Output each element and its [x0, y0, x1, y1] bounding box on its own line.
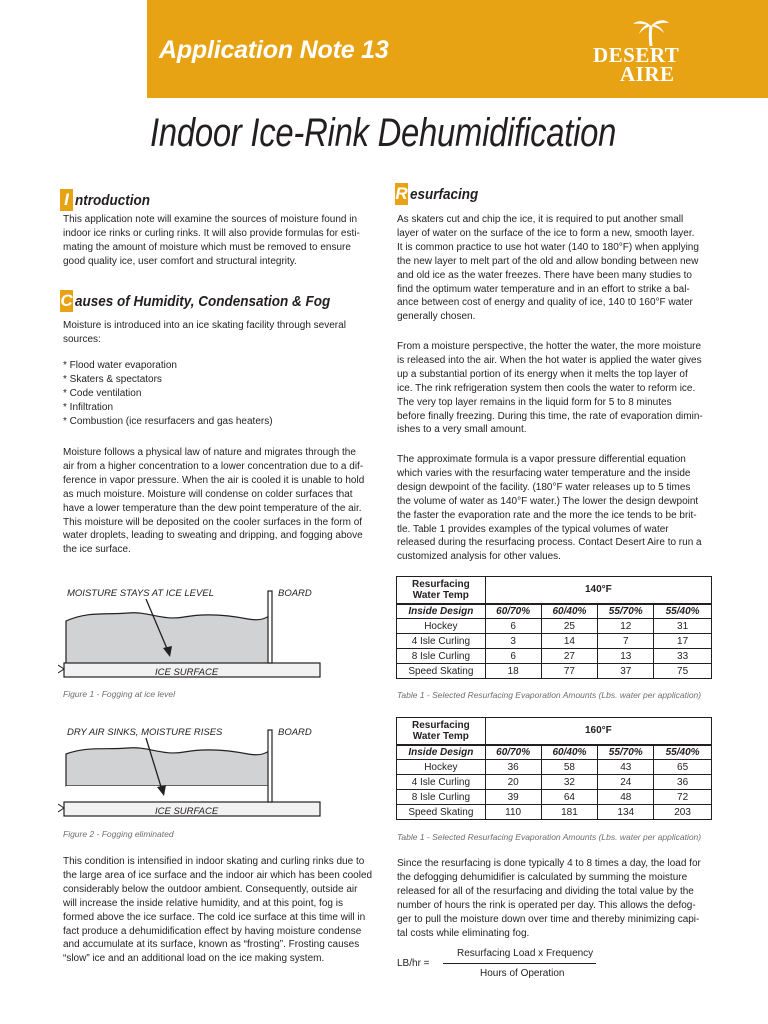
text-line: customized analysis for other values. [397, 551, 561, 563]
header-margin [0, 0, 147, 98]
text-line: tal costs while eliminating fog. [397, 927, 530, 939]
formula-fraction-bar [443, 963, 596, 964]
table-cell: 7 [598, 634, 654, 649]
text-line: air from a higher concentration to a lower concentration due to a dif- [63, 460, 364, 472]
desert-aire-logo [587, 18, 687, 94]
table-row [397, 775, 712, 790]
causes-heading [60, 290, 359, 312]
figure-2 [58, 724, 378, 824]
text-line: indoor ice rinks or curling rinks. It will also provide formulas for esti- [63, 227, 360, 239]
table-cell: 3 [485, 634, 541, 649]
table-row [397, 634, 712, 649]
drop-cap: I [60, 189, 73, 211]
table-cell: 72 [654, 790, 712, 805]
text-line: number of hours the rink is operated per day. This allows the defog- [397, 899, 696, 911]
figure-2-top-label: DRY AIR SINKS, MOISTURE RISES [67, 727, 223, 738]
row-label: Hockey [397, 619, 486, 634]
text-line: water droplets, leading to sweating and dripping, and fogging above [63, 530, 363, 542]
table-temperature: 140°F [485, 577, 711, 604]
table-cell: 13 [598, 649, 654, 664]
table-header-label [397, 577, 486, 604]
condition-paragraph [63, 855, 383, 966]
text-line: design dewpoint of the facility. (180°F water releases up to 5 times [397, 481, 691, 493]
column-header: 55/70% [598, 604, 654, 619]
table-cell: 134 [598, 805, 654, 820]
text-line: ance between cost of energy and quality of ice, 140 t0 160°F water [397, 297, 693, 309]
table-cell: 6 [485, 619, 541, 634]
text-line: mating the amount of moisture which must be removed to ensure [63, 241, 351, 253]
header-line: Water Temp [412, 589, 469, 601]
table-cell: 17 [654, 634, 712, 649]
text-line: released during the resurfacing process. Contact Desert Aire to run a [397, 537, 702, 549]
table-cell: 36 [485, 760, 541, 775]
table-cell: 25 [541, 619, 598, 634]
table-cell: 27 [541, 649, 598, 664]
text-line: generally chosen. [397, 311, 476, 323]
figure-1-ice-label: ICE SURFACE [155, 667, 219, 678]
moisture-sources-list [63, 359, 273, 429]
table-cell: 18 [485, 664, 541, 679]
figure-1-caption: Figure 1 - Fogging at ice level [63, 689, 175, 699]
table-cell: 20 [485, 775, 541, 790]
column-header: 60/70% [485, 604, 541, 619]
palm-tree-icon [631, 18, 671, 46]
formula-denominator: Hours of Operation [480, 968, 565, 979]
text-line: As skaters cut and chip the ice, it is required to put another small [397, 214, 684, 225]
table-cell: 39 [485, 790, 541, 805]
text-line: The approximate formula is a vapor pressure differential equation [397, 454, 686, 465]
resurfacing-table-160f [396, 717, 712, 820]
row-label: 8 Isle Curling [397, 649, 486, 664]
column-header: 55/40% [654, 604, 712, 619]
logo-aire-text: AIRE [620, 62, 675, 86]
row-label: Hockey [397, 760, 486, 775]
table-cell: 64 [541, 790, 598, 805]
text-line: “slow” ice and an additional load on the ice making system. [63, 953, 325, 965]
text-line: the ice surface. [63, 544, 131, 556]
text-line: good quality ice, user comfort and structural integrity. [63, 255, 297, 267]
text-line: Moisture follows a physical law of nature and migrates through the [63, 447, 356, 458]
text-line: will increase the inside relative humidity, and at this point, fog is [63, 897, 343, 909]
text-line: the defogging dehumidifier is calculated by summing the moisture [397, 871, 688, 883]
row-label: 4 Isle Curling [397, 775, 486, 790]
text-line: find the optimum water temperature and in an effort to strike a bal- [397, 283, 690, 295]
table-cell: 24 [598, 775, 654, 790]
header-banner [147, 0, 768, 98]
list-item: * Skaters & spectators [63, 374, 162, 385]
list-item: * Combustion (ice resurfacers and gas heaters) [63, 416, 273, 427]
table-cell: 181 [541, 805, 598, 820]
column-header: 60/70% [485, 745, 541, 760]
list-item: * Infiltration [63, 402, 114, 413]
text-line: as much moisture. Moisture will condense on colder surfaces that [63, 488, 353, 500]
text-line: have a lower temperature than the dew point temperature of the air. [63, 502, 362, 514]
text-line: This application note will examine the sources of moisture found in [63, 214, 358, 225]
resurfacing-table-140f [396, 576, 712, 679]
causes-paragraph-2 [63, 446, 383, 557]
text-line: ference in vapor pressure. When the air is cooled it is unable to hold [63, 474, 365, 486]
formula-lhs: LB/hr = [397, 958, 430, 969]
table-row [397, 760, 712, 775]
row-label: Speed Skating [397, 805, 486, 820]
column-header: 55/40% [654, 745, 712, 760]
table-row [397, 790, 712, 805]
text-line: released for all of the resurfacing and dividing the total value by the [397, 885, 694, 897]
table-cell: 110 [485, 805, 541, 820]
text-line: layer of water on the surface of the ice to form a new, smooth layer. [397, 227, 695, 239]
resurfacing-heading [395, 183, 486, 205]
text-line: ishes to a very small amount. [397, 424, 527, 436]
table-row [397, 664, 712, 679]
figure-2-caption: Figure 2 - Fogging eliminated [63, 829, 174, 839]
document-title: Indoor Ice-Rink Dehumidification [150, 111, 617, 155]
table-cell: 6 [485, 649, 541, 664]
introduction-heading [60, 189, 158, 211]
text-line: fact produce a dehumidification effect by having moisture condense [63, 925, 362, 937]
figure-2-board-label: BOARD [278, 727, 312, 738]
text-line: ger to pull the moisture down over time and thereby minimizing capi- [397, 913, 700, 925]
text-line: The very top layer remains in the liquid form for 5 to 8 minutes [397, 396, 672, 408]
table-160-caption: Table 1 - Selected Resurfacing Evaporation Amounts (Lbs. water per application) [397, 832, 702, 842]
column-header: 55/70% [598, 745, 654, 760]
text-line: formed above the ice surface. The cold ice surface at this time will in [63, 911, 366, 923]
table-cell: 65 [654, 760, 712, 775]
text-line: and old ice as the water freezes. There have been many studies to [397, 269, 692, 281]
text-line: Since the resurfacing is done typically 4 to 8 times a day, the load for [397, 858, 701, 869]
text-line: ice. The rink refrigeration system then cools the water to reform ice. [397, 382, 696, 394]
text-line: the large area of ice surface and the indoor air which has been cooled [63, 869, 373, 881]
logo-desert-text: DESERT [593, 43, 680, 67]
text-line: and accumulate at its surface, known as “frosting”. Frosting causes [63, 939, 360, 951]
inside-design-label: Inside Design [397, 604, 486, 619]
header-line: Water Temp [412, 730, 469, 742]
causes-intro-paragraph [63, 319, 383, 347]
inside-design-label: Inside Design [397, 745, 486, 760]
figure-1-top-label: MOISTURE STAYS AT ICE LEVEL [67, 588, 214, 599]
table-row [397, 649, 712, 664]
text-line: This condition is intensified in indoor skating and curling rinks due to [63, 856, 365, 867]
table-row [397, 619, 712, 634]
header-line: Resurfacing [411, 719, 470, 731]
text-line: which varies with the resurfacing water temperature and the inside [397, 467, 691, 479]
table-header-label [397, 718, 486, 745]
table-temperature: 160°F [485, 718, 711, 745]
resurfacing-paragraph-4 [397, 857, 717, 940]
list-item: * Code ventilation [63, 388, 142, 399]
resurfacing-paragraph-3 [397, 453, 717, 564]
list-item: * Flood water evaporation [63, 360, 177, 371]
table-cell: 77 [541, 664, 598, 679]
drop-cap: R [395, 184, 408, 203]
table-cell: 43 [598, 760, 654, 775]
figure-1 [58, 585, 378, 685]
table-cell: 33 [654, 649, 712, 664]
table-cell: 203 [654, 805, 712, 820]
text-line: It is common practice to use hot water (140 to 180°F) when applying [397, 241, 699, 253]
table-cell: 58 [541, 760, 598, 775]
text-line: the faster the evaporation rate and the more the ice tends to be brit- [397, 509, 697, 521]
row-label: 8 Isle Curling [397, 790, 486, 805]
table-cell: 31 [654, 619, 712, 634]
resurfacing-paragraph-2 [397, 340, 717, 437]
table-cell: 32 [541, 775, 598, 790]
table-cell: 48 [598, 790, 654, 805]
introduction-paragraph [63, 213, 383, 269]
text-line: tle. Table 1 provides examples of the typical volumes of water [397, 523, 669, 535]
table-row [397, 805, 712, 820]
table-140-caption: Table 1 - Selected Resurfacing Evaporation Amounts (Lbs. water per application) [397, 690, 702, 700]
text-line: before finally freezing. During this time, the rate of evaporation dimin- [397, 410, 703, 422]
figure-2-ice-label: ICE SURFACE [155, 806, 219, 817]
text-line: From a moisture perspective, the hotter the water, the more moisture [397, 341, 702, 352]
text-line: the volume of water as 140°F water.) The lower the design dewpoint [397, 495, 699, 507]
table-cell: 36 [654, 775, 712, 790]
figure-1-board-label: BOARD [278, 588, 312, 599]
drop-cap: C [60, 291, 73, 310]
table-cell: 14 [541, 634, 598, 649]
heading-text: esurfacing [410, 185, 479, 203]
text-line: Moisture is introduced into an ice skating facility through several [63, 320, 346, 331]
text-line: sources: [63, 333, 101, 345]
text-line: considerably below the outdoor ambient. Consequently, outside air [63, 883, 358, 895]
heading-text: ntroduction [75, 191, 150, 209]
row-label: 4 Isle Curling [397, 634, 486, 649]
table-cell: 75 [654, 664, 712, 679]
text-line: up a substantial portion of its energy when it melts the top layer of [397, 368, 688, 380]
resurfacing-paragraph-1 [397, 213, 717, 324]
table-cell: 12 [598, 619, 654, 634]
application-note-title: Application Note 13 [159, 36, 389, 64]
text-line: is released into the air. When the hot water is applied the water gives [397, 354, 702, 366]
column-header: 60/40% [541, 745, 598, 760]
text-line: This moisture will be deposited on the cooler surfaces in the form of [63, 516, 363, 528]
header-line: Resurfacing [411, 578, 470, 590]
row-label: Speed Skating [397, 664, 486, 679]
table-cell: 37 [598, 664, 654, 679]
heading-text: auses of Humidity, Condensation & Fog [75, 292, 331, 310]
text-line: the new layer to melt part of the old and allow bonding between new [397, 255, 699, 267]
formula-numerator: Resurfacing Load x Frequency [457, 948, 594, 959]
column-header: 60/40% [541, 604, 598, 619]
